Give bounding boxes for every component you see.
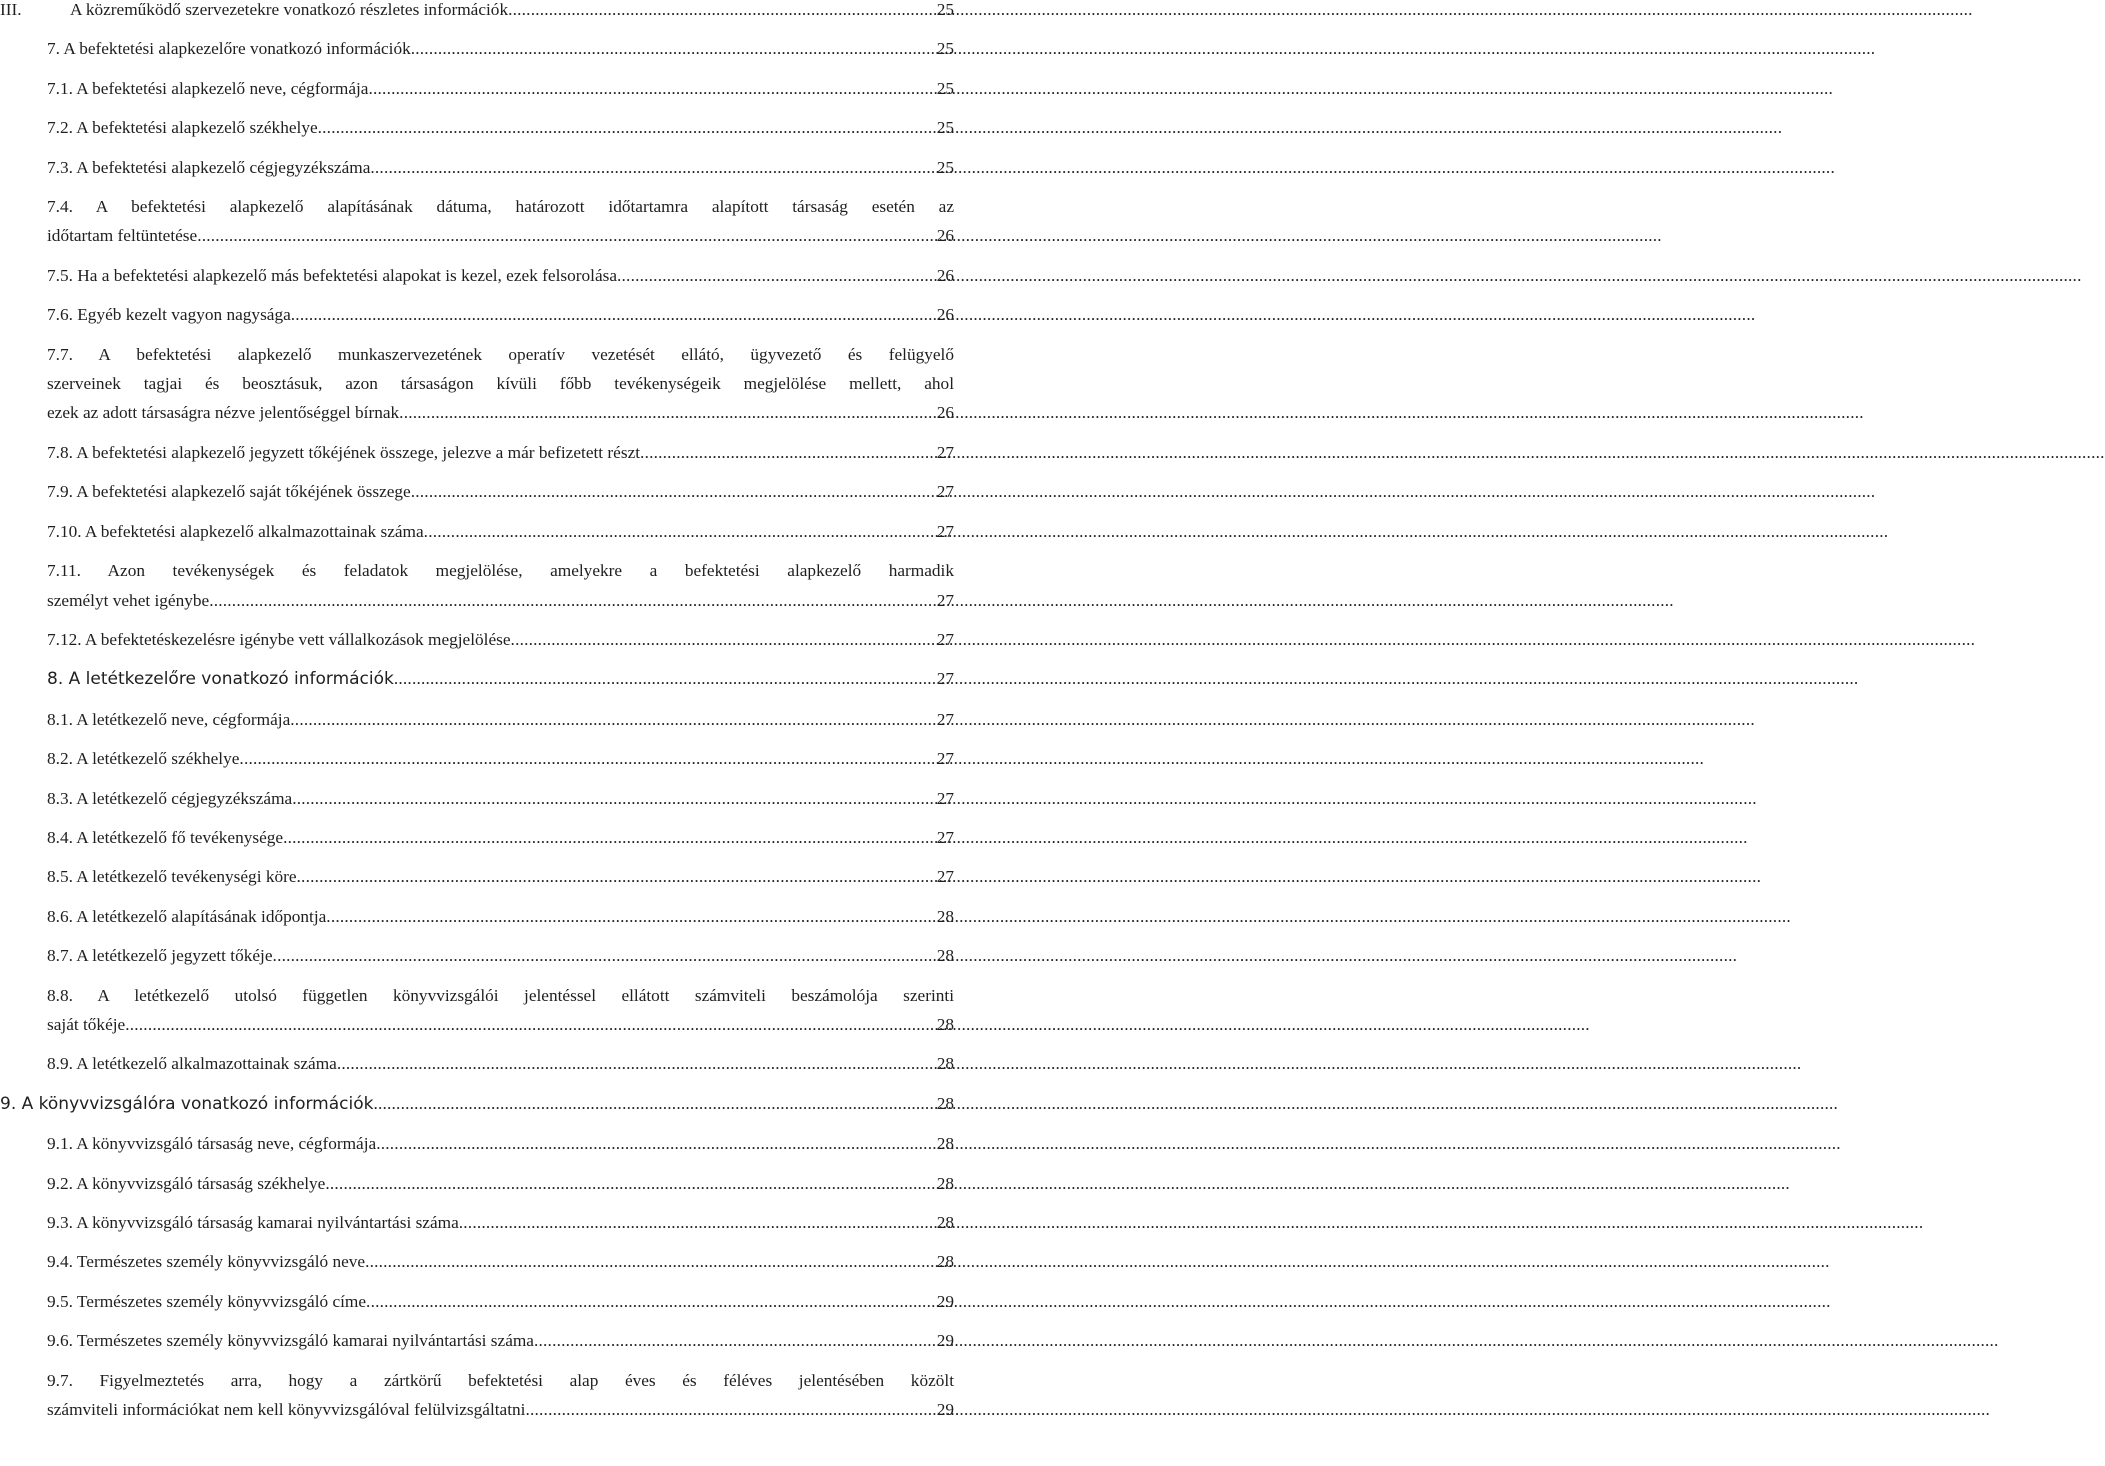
toc-entry-title: 8.4. A letétkezelő fő tevékenysége <box>47 827 284 847</box>
toc-entry-7-6[interactable] <box>0 300 954 329</box>
leader-dots <box>370 153 935 182</box>
toc-entry-title: 7.8. A befektetési alapkezelő jegyzett tőkéjének összege, jelezve a már befizetett részt <box>47 442 641 462</box>
leader-dots <box>337 1049 936 1078</box>
toc-page-number: 25 <box>936 78 954 98</box>
toc-page-number: 28 <box>936 1054 954 1074</box>
toc-entry-9-6[interactable] <box>0 1326 954 1355</box>
toc-entry-8-8[interactable] <box>0 981 954 1040</box>
toc-entry-title: 9.6. Természetes személy könyvvizsgáló kamarai nyilvántartási száma <box>47 1331 534 1351</box>
toc-entry-iii[interactable] <box>0 0 954 24</box>
toc-entry-title: 7.12. A befektetéskezelésre igénybe vett vállalkozások megjelölése <box>47 629 511 649</box>
toc-page-number: 27 <box>936 669 954 689</box>
toc-entry-title-line2: szerveinek tagjai és beosztásuk, azon társaságon kívüli főbb tevékenységeik megjelölése mellett, ahol <box>47 374 954 394</box>
toc-entry-7-7[interactable] <box>0 340 954 428</box>
leader-dots <box>399 398 936 427</box>
toc-entry-8-7[interactable] <box>0 941 954 970</box>
toc-entry-9[interactable] <box>0 1089 954 1119</box>
toc-entry-7-1[interactable] <box>0 74 954 103</box>
leader-dots <box>125 1010 936 1039</box>
toc-entry-title-line2: számviteli információkat nem kell könyvvizsgálóval felülvizsgáltatni <box>47 1400 526 1420</box>
toc-page-number: 25 <box>936 118 954 138</box>
toc-entry-title: 8.1. A letétkezelő neve, cégformája <box>47 709 291 729</box>
toc-entry-9-1[interactable] <box>0 1129 954 1158</box>
toc-entry-title: 9. A könyvvizsgálóra vonatkozó információk <box>0 1093 374 1114</box>
toc-entry-title-line3: ezek az adott társaságra nézve jelentőséggel bírnak <box>47 403 400 423</box>
toc-entry-9-3[interactable] <box>0 1208 954 1237</box>
leader-dots <box>394 664 936 693</box>
leader-dots <box>525 1395 935 1424</box>
toc-page-number: 27 <box>936 867 954 887</box>
toc-entry-title: 7.6. Egyéb kezelt vagyon nagysága <box>47 305 291 325</box>
toc-page-number: 27 <box>936 749 954 769</box>
toc-entry-title: A közreműködő szervezetekre vonatkozó részletes információk <box>70 0 509 19</box>
leader-dots <box>508 0 936 24</box>
toc-entry-title: 8. A letétkezelőre vonatkozó információk <box>47 669 394 690</box>
toc-page-number: 28 <box>936 1173 954 1193</box>
toc-page-number: 27 <box>936 590 954 610</box>
toc-page-number: 28 <box>936 1213 954 1232</box>
toc-page-number: 29 <box>936 1291 954 1311</box>
toc-page-number: 27 <box>936 788 954 808</box>
leader-dots <box>411 477 936 506</box>
toc-page-number: 27 <box>936 827 954 847</box>
toc-page-number: 27 <box>936 442 954 462</box>
leader-dots <box>424 517 936 546</box>
toc-entry-9-5[interactable] <box>0 1287 954 1316</box>
leader-dots <box>209 586 936 615</box>
toc-entry-title: A befektetési alapkezelőre vonatkozó információk <box>63 39 411 59</box>
toc-entry-7-3[interactable] <box>0 153 954 182</box>
toc-entry-8-4[interactable] <box>0 823 954 852</box>
toc-page-number: 27 <box>936 521 954 541</box>
toc-entry-7-10[interactable] <box>0 517 954 546</box>
toc-entry-title-line2: személyt vehet igénybe <box>47 590 210 610</box>
toc-entry-title: 8.7. A letétkezelő jegyzett tőkéje <box>47 946 273 966</box>
leader-dots <box>290 705 935 734</box>
leader-dots <box>273 941 936 970</box>
document-page <box>0 0 960 1466</box>
toc-entry-title: 7.10. A befektetési alapkezelő alkalmazottainak száma <box>47 521 424 541</box>
toc-page-number: 28 <box>936 1134 954 1154</box>
toc-entry-title: 8.6. A letétkezelő alapításának időpontja <box>47 906 327 926</box>
toc-page-number: 29 <box>936 1331 954 1351</box>
leader-dots <box>511 625 936 654</box>
toc-page-number: 29 <box>936 1400 954 1420</box>
toc-entry-title: 7.1. A befektetési alapkezelő neve, cégformája <box>47 78 369 98</box>
toc-entry-title: 9.1. A könyvvizsgáló társaság neve, cégformája <box>47 1134 377 1154</box>
leader-dots <box>459 1208 936 1237</box>
leader-dots <box>365 1247 936 1276</box>
leader-dots <box>197 221 936 250</box>
leader-dots <box>373 1089 935 1118</box>
toc-entry-7-8[interactable] <box>0 438 954 467</box>
leader-dots <box>283 823 936 852</box>
toc-entry-title: 7.9. A befektetési alapkezelő saját tőkéjének összege <box>47 482 411 502</box>
toc-entry-title: 8.5. A letétkezelő tevékenységi köre <box>47 867 297 887</box>
toc-entry-9-4[interactable] <box>0 1247 954 1276</box>
toc-page-number: 25 <box>936 0 954 19</box>
leader-dots <box>318 113 936 142</box>
toc-entry-title: 7.5. Ha a befektetési alapkezelő más befektetési alapokat is kezel, ezek felsorolása <box>47 265 618 285</box>
toc-entry-8-5[interactable] <box>0 862 954 891</box>
toc-entry-title-line1: 8.8. A letétkezelő utolsó független könyvvizsgálói jelentéssel ellátott számviteli beszámolója szerinti <box>47 985 954 1005</box>
toc-entry-9-7[interactable] <box>0 1366 954 1425</box>
leader-dots <box>640 438 936 467</box>
toc-page-number: 26 <box>936 226 954 246</box>
toc-page-number: 27 <box>936 709 954 729</box>
toc-entry-7-11[interactable] <box>0 556 954 615</box>
toc-entry-title-line2: saját tőkéje <box>47 1014 126 1034</box>
leader-dots <box>291 300 936 329</box>
leader-dots <box>617 261 936 290</box>
toc-page-number: 27 <box>936 629 954 649</box>
toc-page-number: 28 <box>936 1093 954 1113</box>
toc-page-number: 28 <box>936 1014 954 1034</box>
toc-entry-title: 9.5. Természetes személy könyvvizsgáló címe <box>47 1291 367 1311</box>
toc-entry-7-4[interactable] <box>0 192 954 251</box>
toc-entry-8[interactable] <box>0 664 954 694</box>
toc-entry-number: III. <box>0 0 22 19</box>
toc-entry-number: 7. <box>47 39 60 59</box>
leader-dots <box>411 34 936 63</box>
toc-entry-7-2[interactable] <box>0 113 954 142</box>
toc-entry-7-9[interactable] <box>0 477 954 506</box>
toc-entry-title-line1: 7.11. Azon tevékenységek és feladatok megjelölése, amelyekre a befektetési alapkezelő harmadik <box>47 561 954 581</box>
toc-entry-8-2[interactable] <box>0 744 954 773</box>
toc-entry-7-12[interactable] <box>0 625 954 654</box>
leader-dots <box>534 1326 936 1355</box>
leader-dots <box>366 1287 936 1316</box>
leader-dots <box>325 1169 935 1198</box>
toc-page-number: 26 <box>936 265 954 285</box>
toc-entry-8-3[interactable] <box>0 784 954 813</box>
toc-entry-title-line1: 7.4. A befektetési alapkezelő alapításának dátuma, határozott időtartamra alapított társaság esetén az <box>47 197 954 217</box>
toc-page-number: 27 <box>936 482 954 502</box>
toc-page-number: 26 <box>936 403 954 423</box>
toc-entry-8-6[interactable] <box>0 902 954 931</box>
toc-entry-title: 9.4. Természetes személy könyvvizsgáló neve <box>47 1252 366 1272</box>
toc-page-number: 28 <box>936 906 954 926</box>
leader-dots <box>239 744 935 773</box>
toc-page-number: 25 <box>936 157 954 177</box>
toc-entry-title: 8.9. A letétkezelő alkalmazottainak száma <box>47 1054 337 1074</box>
toc-page-number: 28 <box>936 1252 954 1272</box>
leader-dots <box>297 862 936 891</box>
toc-entry-8-9[interactable] <box>0 1049 954 1078</box>
leader-dots <box>326 902 935 931</box>
toc-entry-title-line1: 9.7. Figyelmeztetés arra, hogy a zártkörű befektetési alap éves és féléves jelentésében közölt <box>47 1370 954 1390</box>
toc-entry-title-line1: 7.7. A befektetési alapkezelő munkaszervezetének operatív vezetését ellátó, ügyvezető és felügyelő <box>47 344 954 364</box>
toc-entry-title: 9.2. A könyvvizsgáló társaság székhelye <box>47 1173 326 1193</box>
toc-entry-title: 7.3. A befektetési alapkezelő cégjegyzékszáma <box>47 157 371 177</box>
toc-page-number: 28 <box>936 946 954 966</box>
toc-page-number: 25 <box>936 39 954 59</box>
toc-entry-7-5[interactable] <box>0 261 954 290</box>
leader-dots <box>292 784 936 813</box>
toc-entry-8-1[interactable] <box>0 705 954 734</box>
leader-dots <box>368 74 935 103</box>
toc-entry-title: 8.2. A letétkezelő székhelye <box>47 749 240 769</box>
toc-entry-7[interactable] <box>0 34 954 63</box>
toc-entry-9-2[interactable] <box>0 1169 954 1198</box>
toc-entry-title-line2: időtartam feltüntetése <box>47 226 198 246</box>
toc-entry-title: 8.3. A letétkezelő cégjegyzékszáma <box>47 788 293 808</box>
table-of-contents <box>0 0 954 1424</box>
toc-entry-title: 7.2. A befektetési alapkezelő székhelye <box>47 118 318 138</box>
toc-page-number: 26 <box>936 305 954 325</box>
leader-dots <box>376 1129 936 1158</box>
toc-entry-title: 9.3. A könyvvizsgáló társaság kamarai nyilvántartási száma <box>47 1213 459 1232</box>
